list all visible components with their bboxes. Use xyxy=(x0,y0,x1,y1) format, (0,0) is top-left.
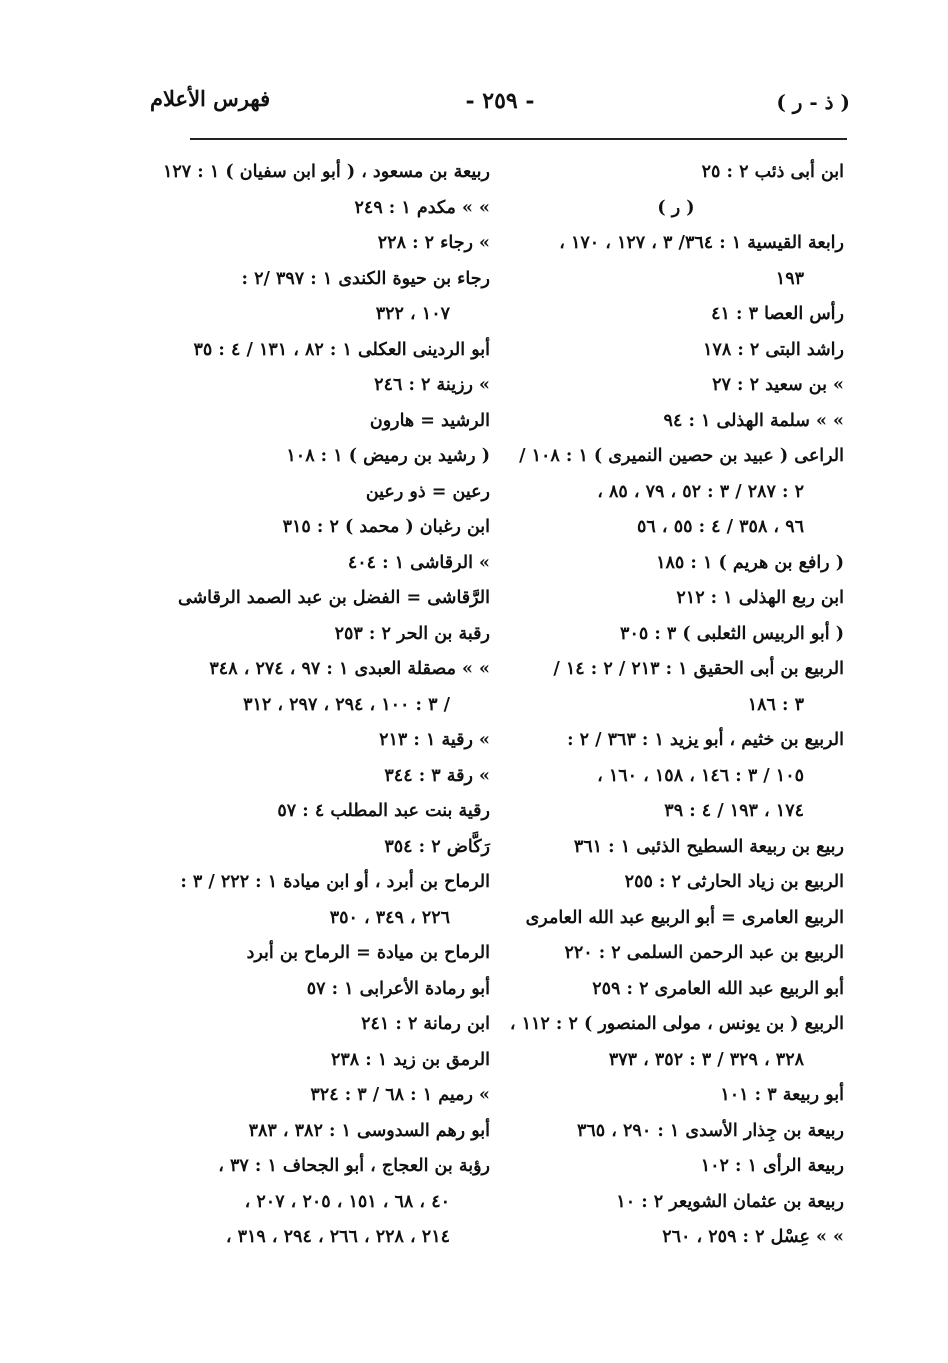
index-entry: رؤبة بن العجاج ، أبو الجحاف ١ : ٣٧ ، xyxy=(218,1156,490,1176)
index-entry: ربيعة بن مسعود ، ( أبو ابن سفيان ) ١ : ١٢٧ xyxy=(163,162,490,182)
index-entry: » رجاء ٢ : ٢٢٨ xyxy=(377,233,490,253)
index-entry-continuation: ١٠٧ ، ٣٢٢ xyxy=(375,304,450,324)
index-entry: ( أبو الربيس الثعلبى ) ٣ : ٣٠٥ xyxy=(620,623,844,644)
index-entry: ابن أبى ذئب ٢ : ٢٥ xyxy=(701,162,844,182)
index-entry: » » مصقلة العبدى ١ : ٩٧ ، ٢٧٤ ، ٣٤٨ xyxy=(209,659,490,679)
index-entry: رابعة القيسية ١ : ٣٦٤/ ٣ ، ١٢٧ ، ١٧٠ ، xyxy=(559,233,844,253)
index-entry: الربيع العامرى = أبو الربيع عبد الله العامرى xyxy=(525,907,844,928)
index-entry: الرماح بن ميادة = الرماح بن أبرد xyxy=(246,943,490,963)
section-letter-heading: ( ر ) xyxy=(657,197,695,218)
index-entry: أبو ربيعة ٣ : ١٠١ xyxy=(720,1085,844,1105)
index-entry: ( رافع بن هريم ) ١ : ١٨٥ xyxy=(656,552,844,573)
index-entry: » » سلمة الهذلى ١ : ٩٤ xyxy=(663,410,844,431)
index-entry: أبو الربيع عبد الله العامرى ٢ : ٢٥٩ xyxy=(592,978,844,999)
index-entry-continuation: ٢ : ٢٨٧ / ٣ : ٥٢ ، ٧٩ ، ٨٥ ، xyxy=(597,481,804,502)
index-entry: أبو الردينى العكلى ١ : ٨٢ ، ١٣١ / ٤ : ٣٥ xyxy=(193,339,490,360)
index-entry: أبو رمادة الأعرابى ١ : ٥٧ xyxy=(306,978,490,999)
page-number: - ٢٥٩ - xyxy=(465,88,535,114)
header-letter-range: ( ذ - ر ) xyxy=(776,90,850,114)
index-entry-continuation: ١٧٤ ، ١٩٣ / ٤ : ٣٩ xyxy=(664,801,804,821)
index-entry: رقية بنت عبد المطلب ٤ : ٥٧ xyxy=(277,801,490,821)
index-entry: ابن ربع الهذلى ١ : ٢١٢ xyxy=(676,588,844,608)
index-entry: أبو رهم السدوسى ١ : ٣٨٢ ، ٣٨٣ xyxy=(248,1120,490,1141)
index-entry: رأس العصا ٣ : ٤١ xyxy=(711,304,844,324)
page-header xyxy=(150,82,850,122)
index-entry: » » مكدم ١ : ٢٤٩ xyxy=(354,197,490,218)
index-entry-continuation: ٤٠ ، ٦٨ ، ١٥١ ، ٢٠٥ ، ٢٠٧ ، xyxy=(244,1191,450,1212)
index-entry: الربيع بن عبد الرحمن السلمى ٢ : ٢٢٠ xyxy=(564,943,844,963)
index-entry-continuation: ٢١٤ ، ٢٢٨ ، ٢٦٦ ، ٢٩٤ ، ٣١٩ ، xyxy=(225,1227,450,1247)
index-entry: رجاء بن حيوة الكندى ١ : ٣٩٧ /٢ : xyxy=(241,268,490,289)
index-entry: الربيع بن خثيم ، أبو يزيد ١ : ٣٦٣ / ٢ : xyxy=(567,730,844,750)
index-entry: » » عِسْل ٢ : ٢٥٩ ، ٢٦٠ xyxy=(662,1227,844,1247)
index-entry: الراعى ( عبيد بن حصين النميرى ) ١ : ١٠٨ / xyxy=(519,446,844,466)
index-entry: ربيعة بن جِذار الأسدى ١ : ٢٩٠ ، ٣٦٥ xyxy=(576,1120,844,1141)
index-entry: الربيع بن زياد الحارثى ٢ : ٢٥٥ xyxy=(624,872,844,892)
index-entry-continuation: ١٩٣ xyxy=(775,268,804,289)
index-title: فهرس الأعلام xyxy=(150,86,271,111)
index-entry: ( رشيد بن رميض ) ١ : ١٠٨ xyxy=(286,446,490,466)
index-entry: » رقية ١ : ٢١٣ xyxy=(379,730,490,750)
index-entry: » رزينة ٢ : ٢٤٦ xyxy=(374,375,490,395)
index-entry-continuation: ٢٢٦ ، ٣٤٩ ، ٣٥٠ xyxy=(329,907,450,928)
index-entry-continuation: ١٠٥ / ٣ : ١٤٦ ، ١٥٨ ، ١٦٠ ، xyxy=(597,765,804,786)
index-entry-continuation: ٩٦ ، ٣٥٨ / ٤ : ٥٥ ، ٥٦ xyxy=(637,517,804,537)
left-column xyxy=(160,155,490,1256)
index-entry: ربيعة الرأى ١ : ١٠٢ xyxy=(700,1156,844,1176)
index-entry: الرشيد = هارون xyxy=(369,410,490,431)
index-entry: رعين = ذو رعين xyxy=(365,481,490,502)
index-entry: » رقة ٣ : ٣٤٤ xyxy=(384,765,490,786)
index-entry: راشد البتى ٢ : ١٧٨ xyxy=(703,339,844,360)
index-entry-continuation: ٣٢٨ ، ٣٢٩ / ٣ : ٣٥٢ ، ٣٧٣ xyxy=(608,1049,804,1070)
right-column xyxy=(508,155,844,1256)
index-entry-continuation: / ٣ : ١٠٠ ، ٢٩٤ ، ٢٩٧ ، ٣١٢ xyxy=(243,694,450,715)
index-entry: الرمق بن زيد ١ : ٢٣٨ xyxy=(330,1049,490,1070)
index-entry: ربيع بن ربيعة السطيح الذئبى ١ : ٣٦١ xyxy=(573,836,844,857)
index-entry: الربيع ( بن يونس ، مولى المنصور ) ٢ : ١١٢ ، xyxy=(509,1014,844,1034)
index-entry: » بن سعيد ٢ : ٢٧ xyxy=(712,375,844,395)
index-entry: الرماح بن أبرد ، أو ابن ميادة ١ : ٢٢٢ / ٣ : xyxy=(180,872,490,892)
index-entry-continuation: ٣ : ١٨٦ xyxy=(747,694,804,715)
index-entry: » الرقاشى ١ : ٤٠٤ xyxy=(347,552,490,573)
index-entry: ربيعة بن عثمان الشويعر ٢ : ١٠ xyxy=(616,1191,844,1212)
index-entry: رَكَّاض ٢ : ٣٥٤ xyxy=(384,836,490,857)
index-entry: رقبة بن الحر ٢ : ٢٥٣ xyxy=(334,623,490,644)
header-rule xyxy=(190,138,847,140)
index-entry: ابن رمانة ٢ : ٢٤١ xyxy=(361,1014,490,1034)
index-entry: ابن رغبان ( محمد ) ٢ : ٣١٥ xyxy=(282,517,490,537)
index-entry: » رميم ١ : ٦٨ / ٣ : ٣٢٤ xyxy=(310,1085,490,1105)
index-entry: الرَّقاشى = الفضل بن عبد الصمد الرقاشى xyxy=(177,588,490,608)
index-entry: الربيع بن أبى الحقيق ١ : ٢١٣ / ٢ : ١٤ / xyxy=(553,659,844,679)
